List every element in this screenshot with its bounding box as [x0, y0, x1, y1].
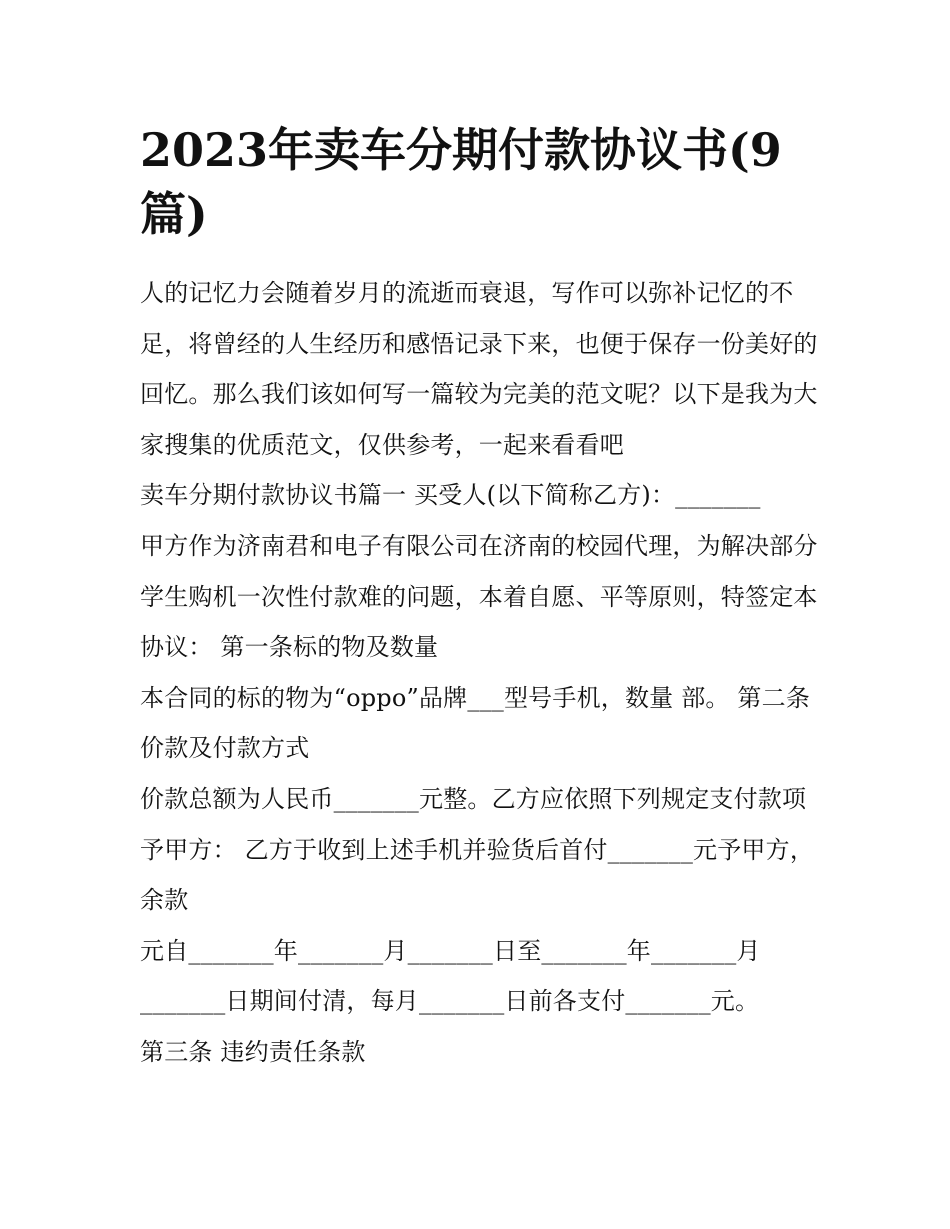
article-breach-heading: 第三条 违约责任条款 [140, 1037, 366, 1066]
document-title: 2023年卖车分期付款协议书(9篇) [140, 123, 782, 241]
intro-paragraph: 人的记忆力会随着岁月的流逝而衰退，写作可以弥补记忆的不足，将曾经的人生经历和感悟记录下来，也便于保存一份美好的回忆。那么我们该如何写一篇较为完美的范文呢？以下是我为大家搜集的优质范文，仅供参考，一起来看看吧 [140, 279, 818, 459]
article-price-payment: 价款总额为人民币_______元整。乙方应依照下列规定支付款项予甲方： 乙方于收到上述手机并验货后首付_______元予甲方，余款 [140, 784, 815, 915]
agreement-preamble: 甲方作为济南君和电子有限公司在济南的校园代理，为解决部分学生购机一次性付款难的问题，本着自愿、平等原则，特签定本协议： 第一条标的物及数量 [140, 531, 818, 662]
article-subject-matter: 本合同的标的物为“oppo”品牌___型号手机，数量 部。 第二条价款及付款方式 [140, 683, 811, 763]
document-page [140, 118, 820, 1078]
buyer-line: 卖车分期付款协议书篇一 买受人(以下简称乙方)：_______ [140, 481, 761, 510]
payment-schedule: 元自_______年_______月_______日至_______年_______月_______日期间付清，每月_______日前各支付_______元。 [140, 936, 761, 1016]
